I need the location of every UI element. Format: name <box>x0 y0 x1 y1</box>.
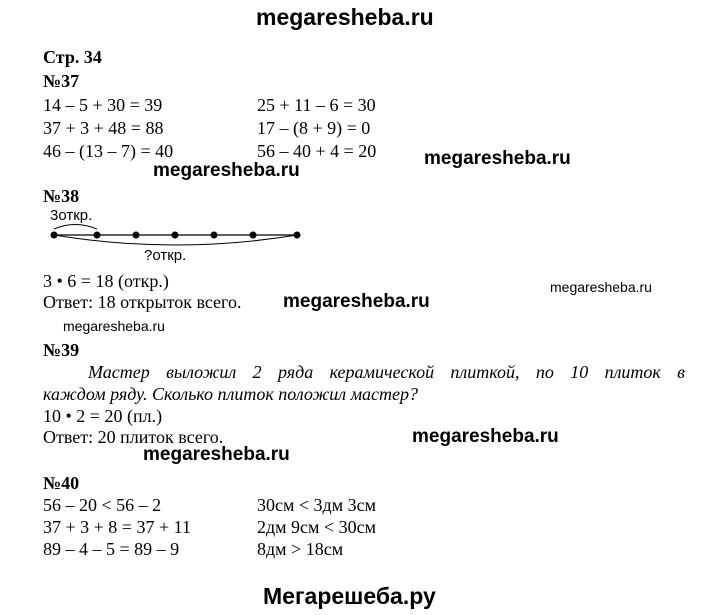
watermark: megaresheba.ru <box>283 291 430 312</box>
ex39-problem-line1: Мастер выложил 2 ряда керамической плиткой, по 10 плиток в <box>88 362 685 382</box>
point <box>211 232 218 239</box>
ex40-left-3: 89 – 4 – 5 = 89 – 9 <box>43 539 180 559</box>
point <box>250 232 257 239</box>
point <box>51 232 58 239</box>
ex40-right-1: 30см < 3дм 3см <box>257 495 376 515</box>
ex40-right-3: 8дм > 18см <box>257 539 344 559</box>
ex40-left-1: 56 – 20 < 56 – 2 <box>43 495 162 515</box>
watermark: megaresheba.ru <box>153 160 300 181</box>
exercise-38-title: №38 <box>43 186 80 206</box>
watermark: megaresheba.ru <box>550 279 652 295</box>
watermark-bottom: Мегарешеба.ру <box>263 583 436 609</box>
ex37-left-2: 37 + 3 + 48 = 88 <box>43 118 164 138</box>
ex37-right-3: 56 – 40 + 4 = 20 <box>257 141 377 161</box>
ex40-right-2: 2дм 9см < 30см <box>257 517 376 537</box>
point <box>94 232 101 239</box>
ex39-answer: Ответ: 20 плиток всего. <box>43 427 224 447</box>
ex39-solution: 10 • 2 = 20 (пл.) <box>43 406 163 426</box>
exercise-37-title: №37 <box>43 71 80 91</box>
ex38-answer: Ответ: 18 открыток всего. <box>43 292 242 312</box>
ex37-right-2: 17 – (8 + 9) = 0 <box>257 118 371 138</box>
watermark: megaresheba.ru <box>143 444 290 465</box>
watermark: megaresheba.ru <box>424 148 571 169</box>
ex37-left-3: 46 – (13 – 7) = 40 <box>43 141 174 161</box>
top-brace <box>54 225 97 230</box>
watermark-top: megaresheba.ru <box>256 4 434 30</box>
watermark: megaresheba.ru <box>412 426 559 447</box>
diagram-top-label: 3откр. <box>50 207 93 224</box>
page-number: Стр. 34 <box>43 47 102 67</box>
exercise-39-title: №39 <box>43 340 80 360</box>
point <box>133 232 140 239</box>
exercise-40-title: №40 <box>43 473 80 493</box>
ex37-left-1: 14 – 5 + 30 = 39 <box>43 95 163 115</box>
ex38-solution: 3 • 6 = 18 (откр.) <box>43 271 169 291</box>
ex40-left-2: 37 + 3 + 8 = 37 + 11 <box>43 517 191 537</box>
point <box>294 232 301 239</box>
ex39-problem-line2: каждом ряду. Сколько плиток положил мастер? <box>43 384 419 404</box>
ex37-right-1: 25 + 11 – 6 = 30 <box>257 95 376 115</box>
diagram-bottom-label: ?откр. <box>144 247 187 264</box>
point <box>172 232 179 239</box>
watermark: megaresheba.ru <box>63 318 165 334</box>
